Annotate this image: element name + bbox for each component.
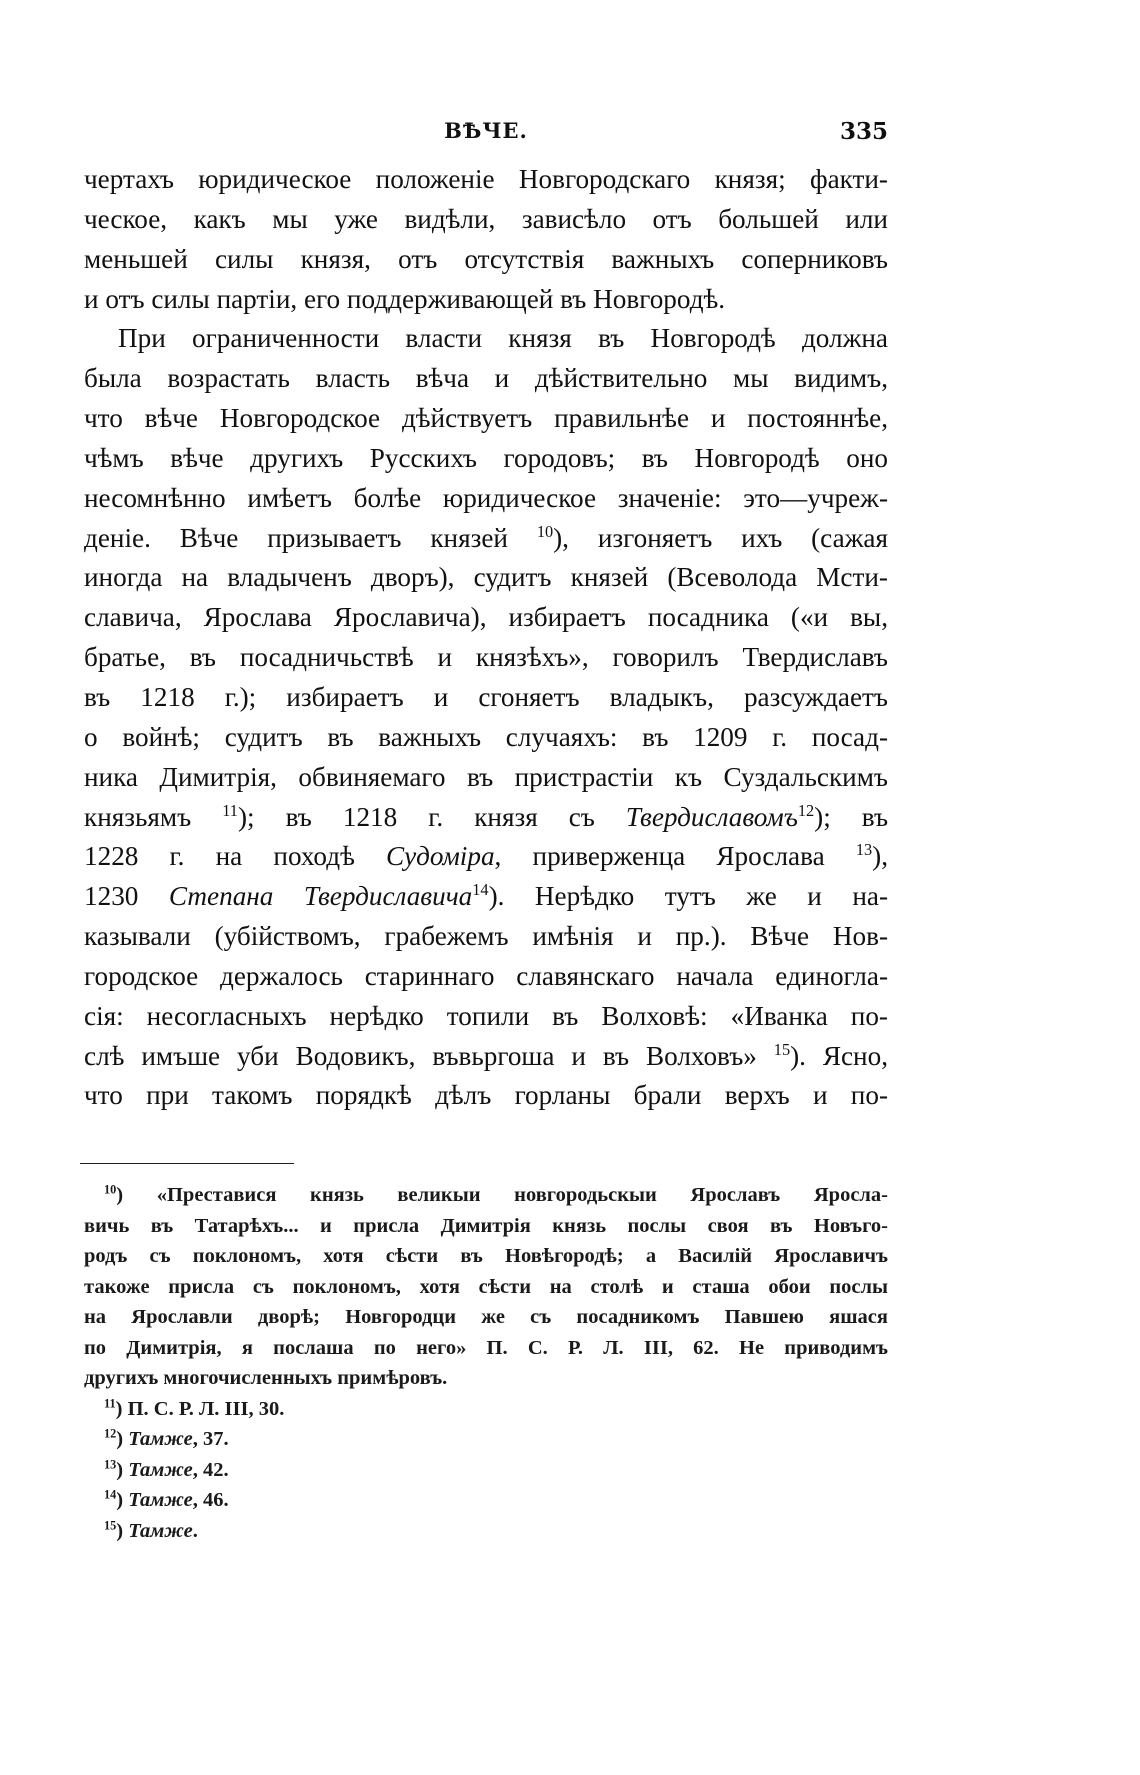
text-line: городское держалось стариннаго славянскаго начала единогла- <box>84 960 888 991</box>
text-line: слѣ имъше уби Водовикъ, въвьргоша и въ Волховъ» $^{15}$). Ясно, <box>84 1039 889 1071</box>
text-line: ника Димитрія, обвиняемаго въ пристрастіи къ Суздальскимъ <box>84 761 888 792</box>
footnote-line: по Димитрія, я послаша по него» П. С. Р. Л. III, 62. Не приводимъ <box>84 1336 888 1359</box>
text-line: 1228 г. на походѣ Судоміра, приверженца Ярослава $^{13}$), <box>84 840 888 872</box>
text-line: была возрастать власть вѣча и дѣйствительно мы видимъ, <box>84 363 888 394</box>
footnote-line: вичь въ Татарѣхъ... и присла Димитрія князь послы своя въ Новъго- <box>84 1214 888 1237</box>
text-line: меньшей силы князя, отъ отсутствія важныхъ соперниковъ <box>84 243 888 274</box>
italic-name: Судоміра <box>386 841 495 872</box>
text-line: въ 1218 г.); избираетъ и сгоняетъ владыкъ, разсуждаетъ <box>84 681 888 712</box>
text-line: 1230 Степана Твердиславича$^{14}$). Нерѣдко тутъ же и на- <box>84 880 888 912</box>
running-head: ВѢЧЕ. <box>444 118 528 143</box>
footnote-line: другихъ многочисленныхъ примѣровъ. <box>84 1367 448 1389</box>
footnote-13: $^{13}$) Тамже, 42. <box>104 1457 229 1481</box>
text-line: и отъ силы партіи, его поддерживающей въ Новгородѣ. <box>84 283 726 314</box>
italic-name: Твердиславомъ <box>625 801 798 832</box>
footnote-ref: 15 <box>773 1039 791 1059</box>
footnote-12: $^{12}$) Тамже, 37. <box>104 1426 229 1450</box>
page-header <box>84 118 888 154</box>
text-line: о войнѣ; судитъ въ важныхъ случаяхъ: въ 1209 г. посад- <box>84 721 888 752</box>
text-line: что при такомъ порядкѣ дѣлъ горланы брали верхъ и по- <box>84 1080 888 1111</box>
text-line: сія: несогласныхъ нерѣдко топили въ Волховѣ: «Иванка по- <box>84 1000 888 1031</box>
footnote-ref: 12 <box>797 800 815 820</box>
text-line: чертахъ юридическое положеніе Новгородскаго князя; факти- <box>84 164 888 194</box>
footnote-10: $^{10}$) «Преставися князь великыи новгородьскыи Ярославъ Яросла- <box>104 1182 888 1206</box>
text-line: При ограниченности власти князя въ Новгородѣ должна <box>118 323 888 354</box>
text-line: чѣмъ вѣче другихъ Русскихъ городовъ; въ Новгородѣ оно <box>84 442 888 473</box>
footnote-line: родъ съ поклономъ, хотя сѣсти въ Новѣгородѣ; а Василій Ярославичъ <box>84 1245 888 1267</box>
text-line: несомнѣнно имѣетъ болѣе юридическое значеніе: это—учреж- <box>84 482 888 513</box>
footnote-line: на Ярославли дворѣ; Новгородци же съ посадникомъ Павшею яшася <box>84 1306 888 1328</box>
footnote-ref: 13 <box>855 840 873 860</box>
text-line: иногда на владыченъ дворъ), судитъ князей (Всеволода Мсти- <box>84 562 888 593</box>
text-line: славича, Ярослава Ярославича), избираетъ посадника («и вы, <box>84 602 888 633</box>
main-text <box>84 160 888 1116</box>
footnote-ref: 14 <box>472 880 489 900</box>
page-number: 335 <box>839 118 888 145</box>
footnote-ref: 10 <box>536 521 554 541</box>
footnote-15: $^{15}$) Тамже. <box>104 1518 198 1542</box>
footnote-ref: 11 <box>222 800 238 820</box>
text-line: ческое, какъ мы уже видѣли, зависѣло отъ большей или <box>84 203 888 234</box>
footnote-14: $^{14}$) Тамже, 46. <box>104 1487 229 1511</box>
text-line: деніе. Вѣче призываетъ князей $^{10}$), изгоняетъ ихъ (сажая <box>84 521 889 553</box>
footnote-rule <box>80 1163 294 1164</box>
text-line: князьямъ $^{11}$); въ 1218 г. князя съ Твердиславомъ$^{12}$); въ <box>84 800 889 832</box>
footnote-11: $^{11}$) П. С. Р. Л. III, 30. <box>104 1396 285 1420</box>
text-line: что вѣче Новгородское дѣйствуетъ правильнѣе и постояннѣе, <box>84 403 888 434</box>
footnotes <box>84 1180 888 1546</box>
footnote-line: такоже присла съ поклономъ, хотя сѣсти на столѣ и сташа обои послы <box>84 1275 888 1298</box>
text-line: казывали (убійствомъ, грабежемъ имѣнія и пр.). Вѣче Нов- <box>84 921 888 952</box>
italic-name: Степана Твердиславича <box>168 881 473 912</box>
text-line: братье, въ посадничьствѣ и князѣхъ», говорилъ Твердиславъ <box>84 642 888 673</box>
